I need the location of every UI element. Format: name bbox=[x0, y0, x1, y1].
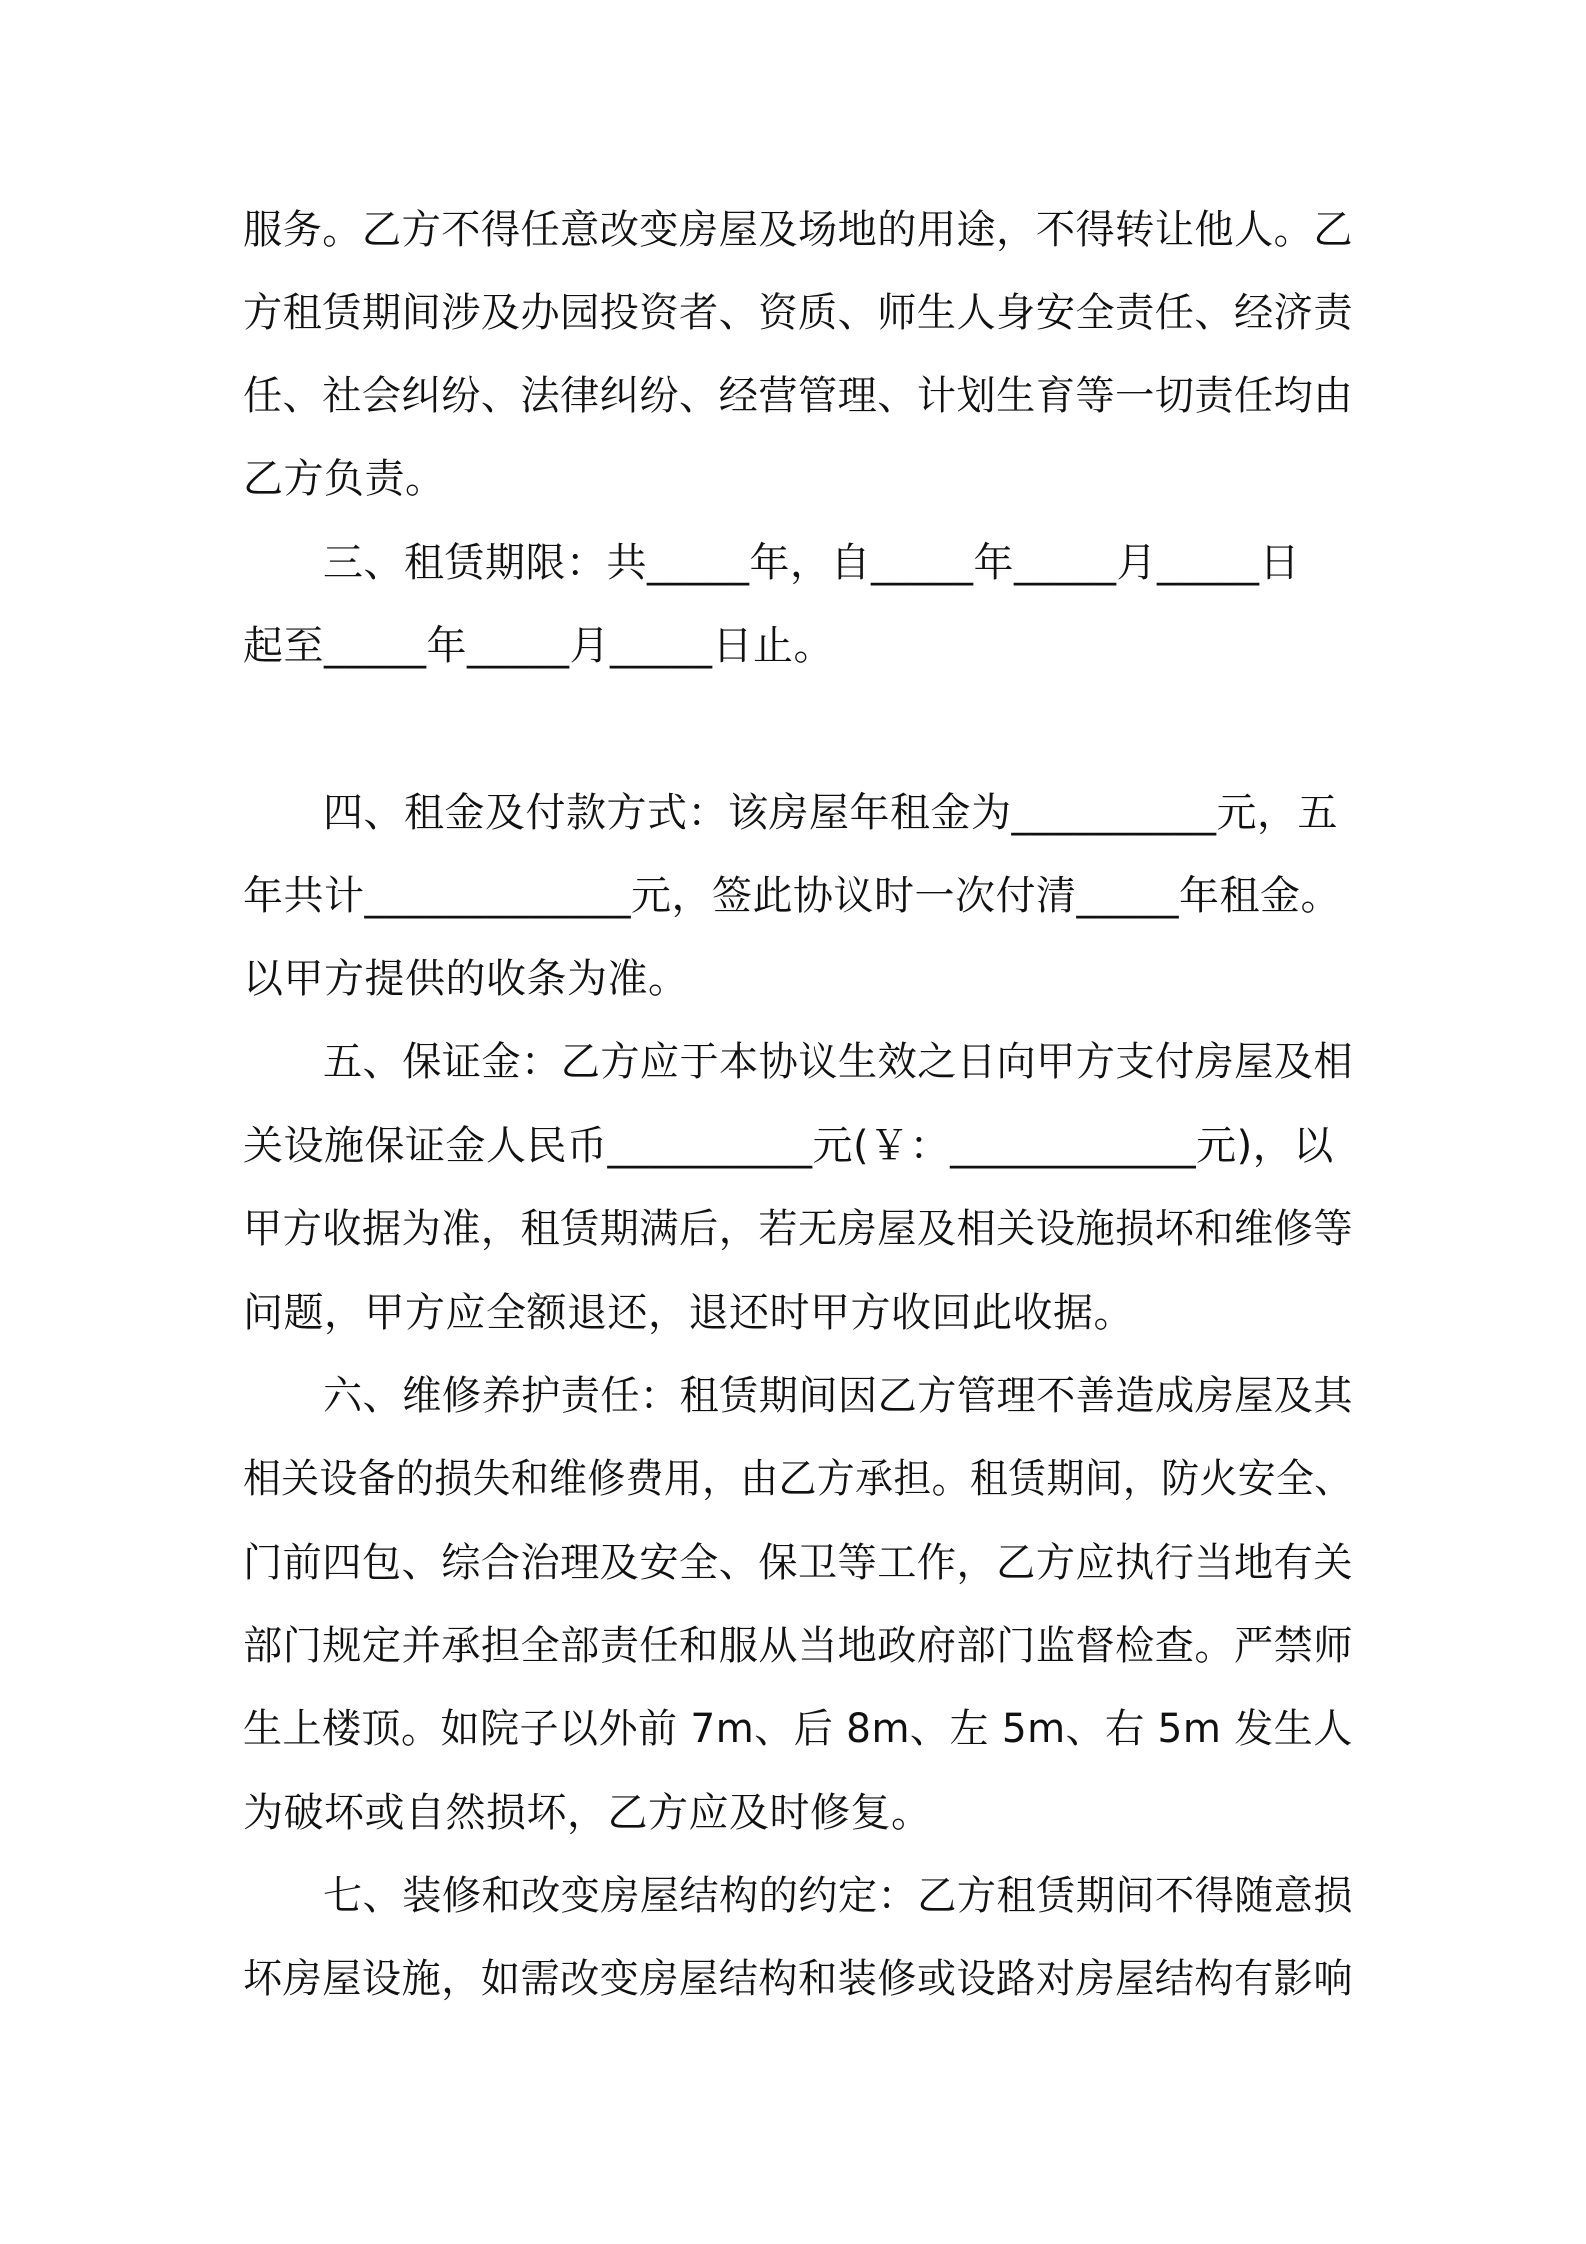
text-line: 为破坏或自然损坏，乙方应及时修复。 bbox=[243, 1790, 932, 1836]
section-4-heading-line: 四、租金及付款方式：该房屋年租金为__________元，五 bbox=[323, 790, 1338, 836]
text-line: 问题，甲方应全额退还，退还时甲方收回此收据。 bbox=[243, 1290, 1134, 1336]
section-3-heading-line: 三、租赁期限：共_____年，自_____年_____月_____日 bbox=[323, 540, 1300, 586]
text-line: 生上楼顶。如院子以外前 7m、后 8m、左 5m、右 5m 发生人 bbox=[243, 1706, 1353, 1752]
text-line: 方租赁期间涉及办园投资者、资质、师生人身安全责任、经济责 bbox=[243, 290, 1353, 336]
text-line: 任、社会纠纷、法律纠纷、经营管理、计划生育等一切责任均由 bbox=[243, 373, 1353, 419]
text-line: 坏房屋设施，如需改变房屋结构和装修或设路对房屋结构有影响 bbox=[243, 1956, 1353, 2002]
section-5-heading-line: 五、保证金：乙方应于本协议生效之日向甲方支付房屋及相 bbox=[323, 1039, 1354, 1085]
text-line: 乙方负责。 bbox=[243, 456, 446, 502]
text-line: 甲方收据为准，租赁期满后，若无房屋及相关设施损坏和维修等 bbox=[243, 1206, 1353, 1252]
text-line: 门前四包、综合治理及安全、保卫等工作，乙方应执行当地有关 bbox=[243, 1540, 1353, 1586]
section-7-heading-line: 七、装修和改变房屋结构的约定：乙方租赁期间不得随意损 bbox=[323, 1873, 1354, 1919]
section-6-heading-line: 六、维修养护责任：租赁期间因乙方管理不善造成房屋及其 bbox=[323, 1373, 1354, 1419]
text-line: 服务。乙方不得任意改变房屋及场地的用途，不得转让他人。乙 bbox=[243, 207, 1353, 253]
text-line: 年共计_____________元，签此协议时一次付清_____年租金。 bbox=[243, 873, 1341, 919]
text-line: 以甲方提供的收条为准。 bbox=[243, 956, 689, 1002]
text-line: 关设施保证金人民币__________元(￥：____________元)，以 bbox=[243, 1123, 1334, 1169]
text-line: 部门规定并承担全部责任和服从当地政府部门监督检查。严禁师 bbox=[243, 1623, 1353, 1669]
text-line: 起至_____年_____月_____日止。 bbox=[243, 623, 834, 669]
text-line: 相关设备的损失和维修费用，由乙方承担。租赁期间，防火安全、 bbox=[243, 1456, 1353, 1502]
